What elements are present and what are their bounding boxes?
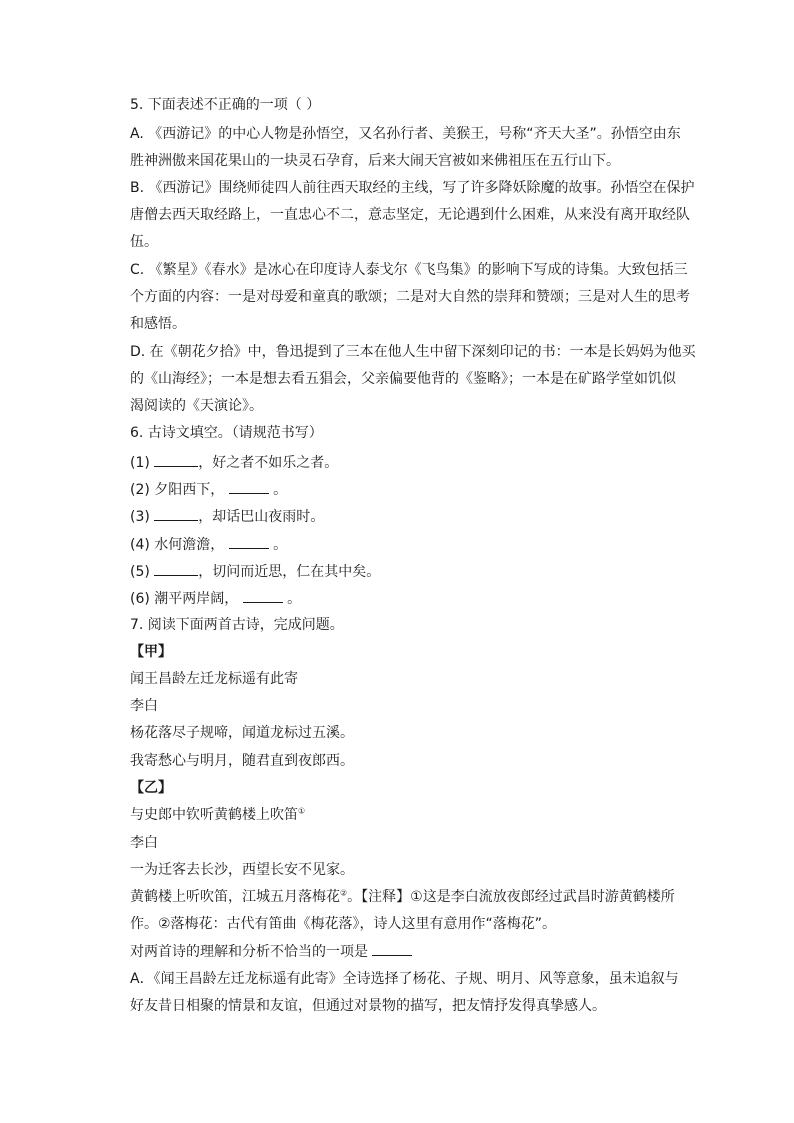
q7-question-text: 对两首诗的理解和分析不恰当的一项是 bbox=[130, 944, 373, 960]
q6-item-2-pre: (2) 夕阳西下， bbox=[130, 482, 229, 498]
q5-option-d-line3: 渴阅读的《天演论》。 bbox=[130, 398, 263, 414]
poem-yi-line2-with-note bbox=[130, 887, 675, 907]
q6-item-4-pre: (4) 水何澹澹， bbox=[130, 537, 229, 553]
q7-stem: 7. 阅读下面两首古诗，完成问题。 bbox=[130, 617, 344, 633]
poem-jia-line2: 我寄愁心与明月，随君直到夜郎西。 bbox=[130, 753, 354, 769]
fill-blank[interactable] bbox=[229, 479, 269, 494]
q6-item-1 bbox=[130, 452, 338, 473]
q7-question bbox=[130, 941, 412, 962]
q6-item-1-pre: (1) bbox=[130, 455, 155, 471]
annotation-start: 。【注释】①这是李白流放夜郎经过武昌时游黄鹤楼所 bbox=[347, 889, 675, 905]
poem-jia-label: 【甲】 bbox=[130, 644, 172, 660]
footnote-marker: ② bbox=[340, 888, 348, 898]
q5-stem: 5. 下面表述不正确的一项（ ） bbox=[130, 97, 321, 113]
fill-blank[interactable] bbox=[243, 588, 283, 603]
footnote-marker: ① bbox=[298, 806, 306, 816]
q5-option-b-line1: B. 《西游记》围绕师徒四人前往西天取经的主线，写了许多降妖除魔的故事。孙悟空在保护 bbox=[130, 180, 695, 196]
q6-item-3-pre: (3) bbox=[130, 509, 155, 525]
q5-option-a-line1: A. 《西游记》的中心人物是孙悟空，又名孙行者、美猴王，号称“齐天大圣”。孙悟空由东 bbox=[130, 126, 681, 142]
poem-yi-label: 【乙】 bbox=[130, 780, 172, 796]
q5-option-c-line2: 个方面的内容：一是对母爱和童真的歌颂；二是对大自然的崇拜和赞颂；三是对人生的思考 bbox=[130, 289, 690, 305]
q6-item-6-pre: (6) 潮平两岸阔， bbox=[130, 591, 243, 607]
q6-item-2 bbox=[130, 479, 287, 500]
q6-item-1-post: ，好之者不如乐之者。 bbox=[198, 455, 339, 471]
q6-item-3-post: ，却话巴山夜雨时。 bbox=[198, 509, 325, 525]
q5-option-c-line3: 和感悟。 bbox=[130, 316, 186, 332]
q7-option-a-line1: A．《闻王昌龄左迁龙标遥有此寄》全诗选择了杨花、子规、明月、风等意象，虽未追叙与 bbox=[130, 971, 679, 987]
poem-yi-title bbox=[130, 805, 305, 825]
fill-blank[interactable] bbox=[229, 534, 269, 549]
q6-item-5 bbox=[130, 561, 380, 582]
q5-option-d-line1: D. 在《朝花夕拾》中，鲁迅提到了三本在他人生中留下深刻印记的书：一本是长妈妈为他买 bbox=[130, 344, 696, 360]
q6-stem: 6. 古诗文填空。（请规范书写） bbox=[130, 425, 323, 441]
poem-yi-author: 李白 bbox=[130, 835, 158, 851]
poem-yi-line2: 黄鹤楼上听吹笛，江城五月落梅花 bbox=[130, 889, 340, 905]
poem-yi-line1: 一为迁客去长沙，西望长安不见家。 bbox=[130, 862, 354, 878]
q6-item-5-pre: (5) bbox=[130, 564, 155, 580]
fill-blank[interactable] bbox=[154, 506, 198, 521]
q5-option-b-line3: 伍。 bbox=[130, 234, 158, 250]
q6-item-6 bbox=[130, 588, 301, 609]
q6-item-3 bbox=[130, 506, 324, 527]
poem-jia-line1: 杨花落尽子规啼，闻道龙标过五溪。 bbox=[130, 725, 354, 741]
fill-blank[interactable] bbox=[154, 561, 198, 576]
q5-option-c-line1: C. 《繁星》《春水》是冰心在印度诗人泰戈尔《飞鸟集》的影响下写成的诗集。大致包括三 bbox=[130, 262, 688, 278]
q6-item-4-post: 。 bbox=[268, 537, 288, 553]
q5-option-b-line2: 唐僧去西天取经路上，一直忠心不二，意志坚定，无论遇到什么困难，从来没有离开取经队 bbox=[130, 207, 690, 223]
q5-option-d-line2: 的《山海经》；一本是想去看五猖会，父亲偏要他背的《鉴略》；一本是在矿路学堂如饥似 bbox=[130, 371, 676, 387]
q6-item-5-post: ，切问而近思，仁在其中矣。 bbox=[198, 564, 381, 580]
q5-option-a-line2: 胜神洲傲来国花果山的一块灵石孕育，后来大闹天宫被如来佛祖压在五行山下。 bbox=[130, 153, 620, 169]
q7-option-a-line2: 好友昔日相聚的情景和友谊，但通过对景物的描写，把友情抒发得真挚感人。 bbox=[130, 998, 606, 1014]
poem-yi-title-text: 与史郎中钦听黄鹤楼上吹笛 bbox=[130, 807, 298, 823]
annotation-continued: 作。②落梅花：古代有笛曲《梅花落》，诗人这里有意用作“落梅花”。 bbox=[130, 916, 557, 932]
poem-jia-title: 闻王昌龄左迁龙标遥有此寄 bbox=[130, 671, 298, 687]
q6-item-6-post: 。 bbox=[282, 591, 302, 607]
poem-jia-author: 李白 bbox=[130, 698, 158, 714]
fill-blank[interactable] bbox=[154, 452, 198, 467]
q6-item-2-post: 。 bbox=[268, 482, 288, 498]
q6-item-4 bbox=[130, 534, 287, 555]
answer-blank[interactable] bbox=[372, 941, 412, 956]
